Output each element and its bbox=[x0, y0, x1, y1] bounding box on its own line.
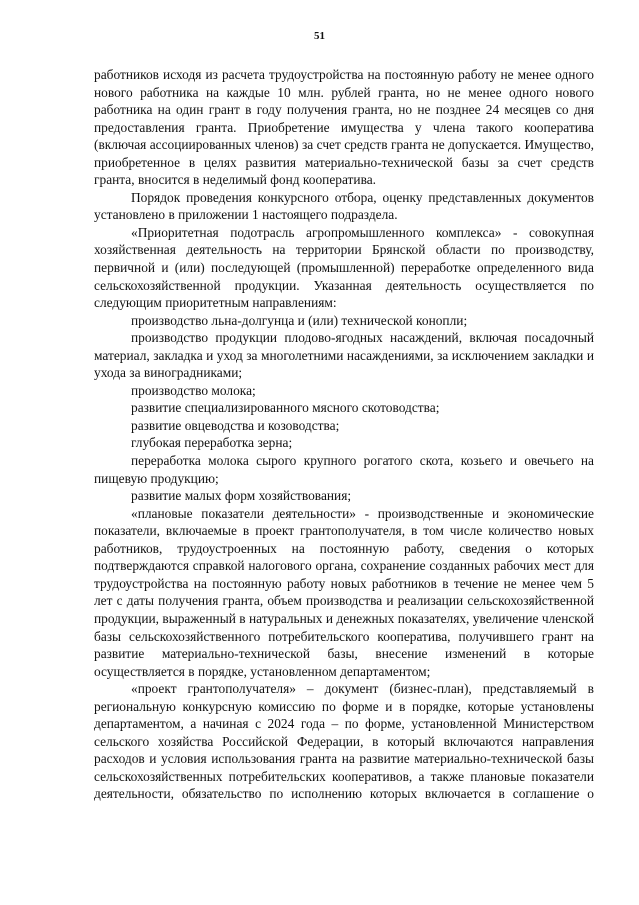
paragraph: развитие малых форм хозяйствования; bbox=[131, 488, 352, 504]
paragraph: развитие специализированного мясного скотоводства; bbox=[131, 400, 440, 416]
paragraph: производство продукции плодово-ягодных насаждений, включая посадочный материал, закладка и уход за многолетними насаждениями, за исключением закладки и ухода за виноградниками; bbox=[94, 330, 594, 381]
paragraph: производство молока; bbox=[131, 382, 256, 398]
paragraph: производство льна-долгунца и (или) технической конопли; bbox=[131, 312, 468, 328]
paragraph: «проект грантополучателя» – документ (бизнес-план), представляемый в региональную конкурсную комиссию по форме и в порядке, которые установлены департаментом, а начиная с 2024 года – по форме, установленной Министерством сельского хозяйства Российской Федерации, в который включаются направления расходов и условия использования гранта на развитие материально-технической базы сельскохозяйственных потребительских кооперативов, а также плановые показатели деятельности, обязательство по исполнению которых включается в соглашение о bbox=[94, 681, 594, 802]
paragraph: «Приоритетная подотрасль агропромышленного комплекса» - совокупная хозяйственная деятельность на территории Брянской области по производству, первичной и (или) последующей (промышленной) переработке определенного вида сельскохозяйственной продукции. Указанная деятельность осуществляется по следующим приоритетным направлениям: bbox=[94, 224, 594, 311]
paragraph: «плановые показатели деятельности» - производственные и экономические показатели, включаемые в проект грантополучателя, в том числе количество новых работников, трудоустроенных на постоянную работу, сведения о которых подтверждаются справкой налогового органа, сохранение созданных рабочих мест для трудоустройства на постоянную работу новых работников в течение не менее чем 5 лет с даты получения гранта, объем производства и реализации сельскохозяйственной продукции, выраженный в натуральных и денежных показателях, увеличение членской базы сельскохозяйственного потребительского кооператива, получившего грант на развитие материально-технической базы, внесение изменений в которые осуществляется в порядке, установленном департаментом; bbox=[94, 505, 594, 679]
document-body bbox=[94, 66, 594, 803]
paragraph: развитие овцеводства и козоводства; bbox=[131, 417, 340, 433]
paragraph: глубокая переработка зерна; bbox=[131, 435, 293, 451]
paragraph: работников исходя из расчета трудоустройства на постоянную работу не менее одного нового работника на каждые 10 млн. рублей гранта, но не менее одного нового работника на один грант в году получения гранта, но не позднее 24 месяцев со дня предоставления гранта. Приобретение имущества у члена такого кооператива (включая ассоциированных членов) за счет средств гранта не допускается. Имущество, приобретенное в целях развития материально-технической базы за счет средств гранта, вносится в неделимый фонд кооператива. bbox=[94, 67, 594, 188]
paragraph: переработка молока сырого крупного рогатого скота, козьего и овечьего на пищевую продукцию; bbox=[94, 453, 594, 486]
page-number: 51 bbox=[314, 30, 325, 42]
paragraph: Порядок проведения конкурсного отбора, оценку представленных документов установлено в приложении 1 настоящего подраздела. bbox=[94, 189, 594, 223]
